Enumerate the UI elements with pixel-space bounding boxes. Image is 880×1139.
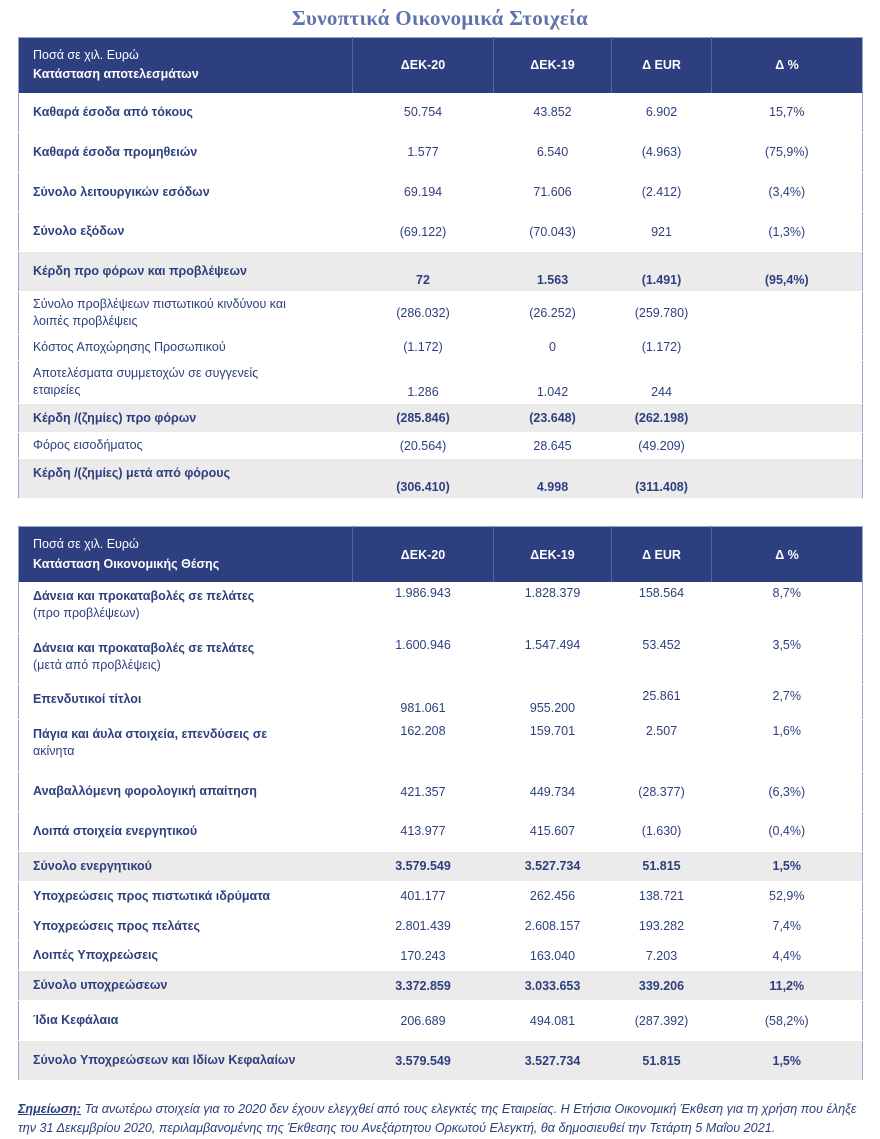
- row-value-dec19: (70.043): [494, 212, 612, 252]
- row-value-dec20: 1.986.943: [353, 582, 494, 633]
- row-value-dec19: 2.608.157: [494, 911, 612, 941]
- row-value-dec19: 3.033.653: [494, 971, 612, 1001]
- row-value-delta-pct: [712, 292, 863, 335]
- table-row-total: [19, 851, 863, 881]
- row-value-dec19: 43.852: [494, 93, 612, 132]
- column-header-statement-name: Κατάσταση Οικονομικής Θέσης: [33, 556, 220, 571]
- row-label: Σύνολο ενεργητικού: [19, 851, 353, 881]
- row-label: Αναβαλλόμενη φορολογική απαίτηση: [19, 772, 353, 812]
- row-value-delta-pct: 11,2%: [712, 971, 863, 1001]
- row-label: Κέρδη προ φόρων και προβλέψεων: [19, 252, 353, 292]
- row-value-delta-eur: 339.206: [612, 971, 712, 1001]
- row-label: Κέρδη /(ζημίες) προ φόρων: [19, 403, 353, 433]
- table-row: [19, 334, 863, 360]
- row-label: Καθαρά έσοδα προμηθειών: [19, 132, 353, 172]
- table-row: [19, 292, 863, 335]
- row-label: [19, 582, 353, 633]
- row-value-delta-pct: 1,5%: [712, 1041, 863, 1081]
- row-value-delta-eur: 7.203: [612, 941, 712, 971]
- row-label: Σύνολο Υποχρεώσεων και Ιδίων Κεφαλαίων: [19, 1041, 353, 1081]
- row-label: Υποχρεώσεις προς πιστωτικά ιδρύματα: [19, 881, 353, 911]
- row-value-dec19: (26.252): [494, 292, 612, 335]
- column-header-delta-pct: Δ %: [712, 527, 863, 582]
- column-header-dec19: ΔΕΚ-19: [494, 527, 612, 582]
- row-value-dec20: 421.357: [353, 772, 494, 812]
- row-label: Ίδια Κεφάλαια: [19, 1001, 353, 1041]
- table-gap-spacer: [18, 499, 862, 526]
- row-value-delta-pct: (6,3%): [712, 772, 863, 812]
- row-label-sub: εταιρείες: [33, 382, 81, 397]
- row-value-delta-eur: (1.630): [612, 811, 712, 851]
- row-label: Κόστος Αποχώρησης Προσωπικού: [19, 334, 353, 360]
- row-label: Επενδυτικοί τίτλοι: [19, 685, 353, 720]
- row-value-dec20: (286.032): [353, 292, 494, 335]
- income-statement-table-header: [19, 38, 863, 93]
- row-value-dec19: 3.527.734: [494, 851, 612, 881]
- income-statement-table-block: [18, 37, 862, 499]
- row-value-delta-eur: 193.282: [612, 911, 712, 941]
- table-header-row: [19, 527, 863, 582]
- table-row: [19, 811, 863, 851]
- table-row: [19, 93, 863, 132]
- row-value-delta-eur: 921: [612, 212, 712, 252]
- row-value-dec19: 494.081: [494, 1001, 612, 1041]
- row-value-dec19: 449.734: [494, 772, 612, 812]
- row-value-delta-pct: [712, 459, 863, 499]
- table-row-total: [19, 1041, 863, 1081]
- balance-sheet-table-header: [19, 527, 863, 582]
- row-label: Σύνολο υποχρεώσεων: [19, 971, 353, 1001]
- row-value-delta-pct: [712, 334, 863, 360]
- row-value-dec20: 3.579.549: [353, 851, 494, 881]
- table-row: [19, 172, 863, 212]
- row-value-dec19: 0: [494, 334, 612, 360]
- row-value-delta-eur: (287.392): [612, 1001, 712, 1041]
- row-value-delta-eur: 53.452: [612, 633, 712, 685]
- row-value-dec20: 1.577: [353, 132, 494, 172]
- row-value-delta-eur: (1.491): [612, 252, 712, 292]
- table-row: [19, 360, 863, 403]
- row-value-delta-pct: (3,4%): [712, 172, 863, 212]
- row-value-delta-eur: (28.377): [612, 772, 712, 812]
- row-value-delta-pct: (58,2%): [712, 1001, 863, 1041]
- row-value-delta-eur: 51.815: [612, 1041, 712, 1081]
- column-header-units: Ποσά σε χιλ. Ευρώ: [33, 537, 139, 552]
- row-value-dec20: (285.846): [353, 403, 494, 433]
- row-value-delta-pct: (95,4%): [712, 252, 863, 292]
- row-label: [19, 292, 353, 335]
- row-value-dec19: 3.527.734: [494, 1041, 612, 1081]
- column-header-label: [19, 527, 353, 582]
- row-value-dec20: 50.754: [353, 93, 494, 132]
- row-value-dec20: (69.122): [353, 212, 494, 252]
- column-header-delta-eur: Δ EUR: [612, 38, 712, 93]
- row-label: Κέρδη /(ζημίες) μετά από φόρους: [19, 459, 353, 499]
- row-value-dec19: 4.998: [494, 459, 612, 499]
- row-label: Λοιπές Υποχρεώσεις: [19, 941, 353, 971]
- row-value-dec20: 1.600.946: [353, 633, 494, 685]
- income-statement-table: [18, 37, 863, 499]
- table-header-row: [19, 38, 863, 93]
- table-row: [19, 941, 863, 971]
- row-value-delta-pct: [712, 403, 863, 433]
- row-value-delta-eur: (4.963): [612, 132, 712, 172]
- row-value-delta-eur: (311.408): [612, 459, 712, 499]
- column-header-dec20: ΔΕΚ-20: [353, 527, 494, 582]
- table-row-total: [19, 459, 863, 499]
- row-value-dec19: 1.547.494: [494, 633, 612, 685]
- column-header-dec20: ΔΕΚ-20: [353, 38, 494, 93]
- row-value-delta-pct: 1,6%: [712, 720, 863, 772]
- row-value-dec19: 159.701: [494, 720, 612, 772]
- row-value-dec20: 206.689: [353, 1001, 494, 1041]
- table-row: [19, 881, 863, 911]
- column-header-delta-pct: Δ %: [712, 38, 863, 93]
- table-row: [19, 685, 863, 720]
- row-value-delta-pct: (75,9%): [712, 132, 863, 172]
- column-header-dec19: ΔΕΚ-19: [494, 38, 612, 93]
- row-label: Σύνολο εξόδων: [19, 212, 353, 252]
- row-value-delta-eur: 2.507: [612, 720, 712, 772]
- row-value-dec20: (20.564): [353, 433, 494, 459]
- row-label: [19, 633, 353, 685]
- row-value-delta-eur: (262.198): [612, 403, 712, 433]
- row-label: Σύνολο λειτουργικών εσόδων: [19, 172, 353, 212]
- row-value-delta-pct: 3,5%: [712, 633, 863, 685]
- row-value-dec20: (1.172): [353, 334, 494, 360]
- row-value-delta-pct: 52,9%: [712, 881, 863, 911]
- row-value-delta-pct: [712, 360, 863, 403]
- row-value-delta-pct: (0,4%): [712, 811, 863, 851]
- table-row: [19, 911, 863, 941]
- row-value-dec20: 981.061: [353, 685, 494, 720]
- footnote-label: Σημείωση:: [18, 1101, 81, 1116]
- row-value-delta-eur: (1.172): [612, 334, 712, 360]
- row-value-dec20: 69.194: [353, 172, 494, 212]
- row-label-main: Δάνεια και προκαταβολές σε πελάτες: [33, 588, 255, 603]
- row-value-dec19: 1.042: [494, 360, 612, 403]
- row-value-delta-pct: 2,7%: [712, 685, 863, 720]
- row-value-delta-eur: 25.861: [612, 685, 712, 720]
- table-row: [19, 212, 863, 252]
- row-value-delta-pct: 8,7%: [712, 582, 863, 633]
- row-label-main: Πάγια και άυλα στοιχεία, επενδύσεις σε: [33, 727, 268, 742]
- row-label: Καθαρά έσοδα από τόκους: [19, 93, 353, 132]
- row-value-dec19: 955.200: [494, 685, 612, 720]
- row-value-dec19: 262.456: [494, 881, 612, 911]
- footnote-text: Τα ανωτέρω στοιχεία για το 2020 δεν έχουν ελεγχθεί από τους ελεγκτές της Εταιρείας. Η Ετήσια Οικονομική Έκθεση για τη χρήση που έληξε την 31 Δεκεμβρίου 2020, περιλαμβανομένης της Έκθεσης του Ανεξάρτητου Ορκωτού Ελεγκτή, θα δημοσιευθεί την Τετάρτη 5 Μαΐου 2021.: [18, 1101, 857, 1136]
- column-header-label: [19, 38, 353, 93]
- row-label: [19, 720, 353, 772]
- row-value-dec19: 6.540: [494, 132, 612, 172]
- row-label: [19, 360, 353, 403]
- row-value-delta-pct: (1,3%): [712, 212, 863, 252]
- row-value-dec20: 413.977: [353, 811, 494, 851]
- row-value-delta-eur: 244: [612, 360, 712, 403]
- row-value-dec19: 1.563: [494, 252, 612, 292]
- table-row: [19, 132, 863, 172]
- row-value-delta-pct: 7,4%: [712, 911, 863, 941]
- row-value-delta-pct: [712, 433, 863, 459]
- row-value-dec20: 3.372.859: [353, 971, 494, 1001]
- table-row: [19, 720, 863, 772]
- table-row: [19, 433, 863, 459]
- row-label-sub: (μετά από προβλέψεις): [33, 657, 161, 672]
- row-value-dec20: 1.286: [353, 360, 494, 403]
- row-value-dec19: (23.648): [494, 403, 612, 433]
- column-header-statement-name: Κατάσταση αποτελεσμάτων: [33, 67, 199, 82]
- balance-sheet-table-block: [18, 526, 862, 1081]
- row-value-delta-eur: (2.412): [612, 172, 712, 212]
- row-value-delta-eur: 6.902: [612, 93, 712, 132]
- row-value-dec19: 28.645: [494, 433, 612, 459]
- table-row: [19, 772, 863, 812]
- row-value-dec19: 415.607: [494, 811, 612, 851]
- row-label-sub: ακίνητα: [33, 744, 75, 759]
- row-value-dec20: (306.410): [353, 459, 494, 499]
- income-statement-table-body: [19, 93, 863, 499]
- table-row-total: [19, 252, 863, 292]
- row-label-main: Σύνολο προβλέψεων πιστωτικού κινδύνου και: [33, 297, 286, 312]
- row-value-dec19: 163.040: [494, 941, 612, 971]
- footnote: [18, 1100, 864, 1139]
- column-header-delta-eur: Δ EUR: [612, 527, 712, 582]
- table-row-total: [19, 403, 863, 433]
- row-label: Λοιπά στοιχεία ενεργητικού: [19, 811, 353, 851]
- row-value-delta-eur: 51.815: [612, 851, 712, 881]
- row-value-delta-eur: 158.564: [612, 582, 712, 633]
- table-row: [19, 1001, 863, 1041]
- row-label: Υποχρεώσεις προς πελάτες: [19, 911, 353, 941]
- row-value-dec19: 1.828.379: [494, 582, 612, 633]
- row-label-main: Δάνεια και προκαταβολές σε πελάτες: [33, 640, 255, 655]
- table-row: [19, 582, 863, 633]
- row-value-delta-pct: 1,5%: [712, 851, 863, 881]
- balance-sheet-table: [18, 526, 863, 1081]
- row-value-dec20: 401.177: [353, 881, 494, 911]
- row-label-sub: λοιπές προβλέψεις: [33, 314, 138, 329]
- row-value-delta-eur: (49.209): [612, 433, 712, 459]
- row-label: Φόρος εισοδήματος: [19, 433, 353, 459]
- column-header-units: Ποσά σε χιλ. Ευρώ: [33, 48, 139, 63]
- row-value-dec20: 72: [353, 252, 494, 292]
- row-value-dec19: 71.606: [494, 172, 612, 212]
- page-title: Συνοπτικά Οικονομικά Στοιχεία: [292, 6, 588, 30]
- row-label-main: Αποτελέσματα συμμετοχών σε συγγενείς: [33, 365, 259, 380]
- table-row-total: [19, 971, 863, 1001]
- row-value-dec20: 2.801.439: [353, 911, 494, 941]
- balance-sheet-table-body: [19, 582, 863, 1081]
- row-value-delta-pct: 15,7%: [712, 93, 863, 132]
- row-value-delta-pct: 4,4%: [712, 941, 863, 971]
- row-value-dec20: 162.208: [353, 720, 494, 772]
- table-row: [19, 633, 863, 685]
- row-value-delta-eur: 138.721: [612, 881, 712, 911]
- row-value-dec20: 170.243: [353, 941, 494, 971]
- row-value-dec20: 3.579.549: [353, 1041, 494, 1081]
- row-label-sub: (προ προβλέψεων): [33, 605, 140, 620]
- row-value-delta-eur: (259.780): [612, 292, 712, 335]
